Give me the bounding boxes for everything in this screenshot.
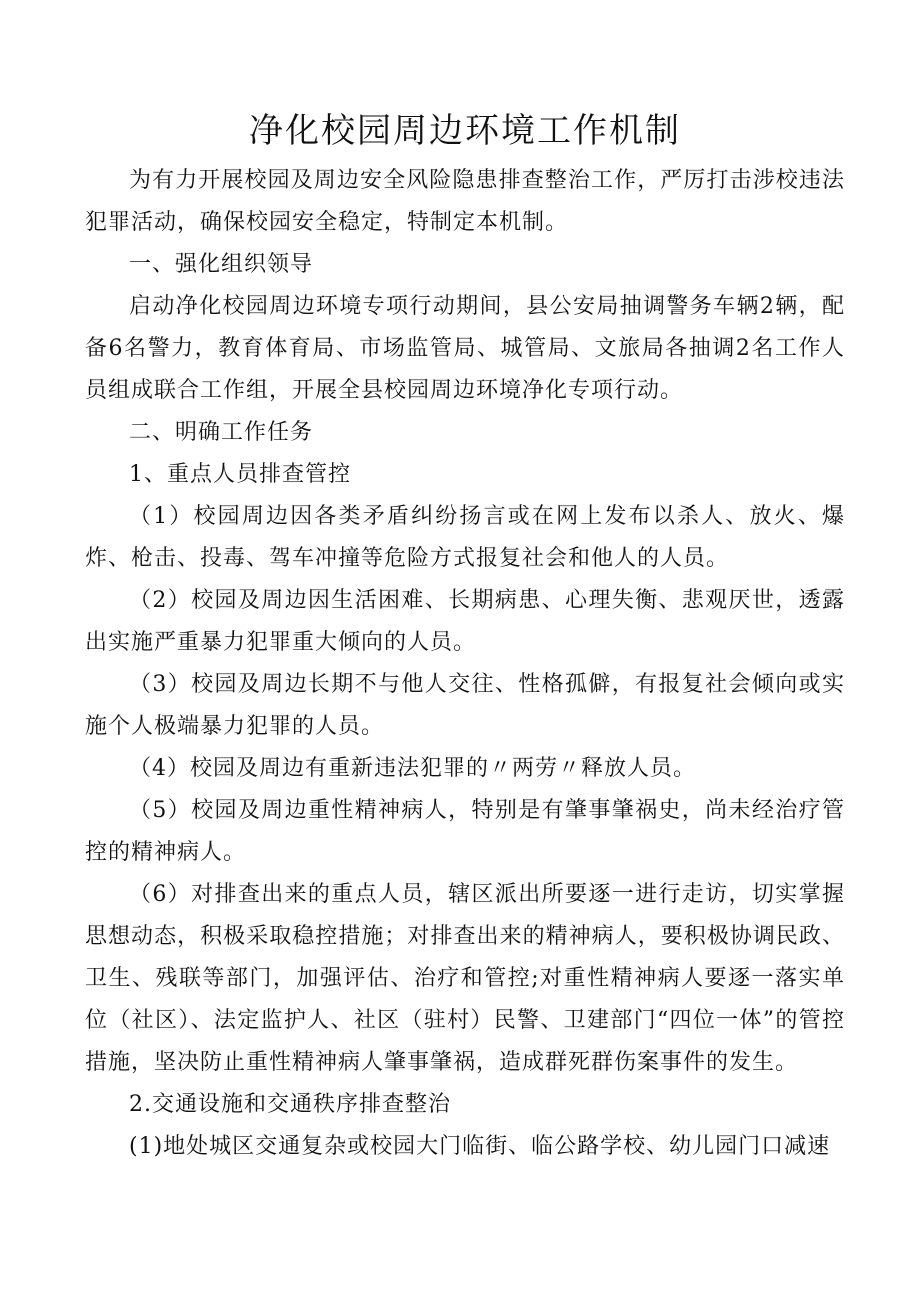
subsection-2-heading: 2.交通设施和交通秩序排查整治: [129, 1092, 451, 1117]
section-2-heading: 二、明确工作任务: [129, 420, 314, 445]
document-title: 净化校园周边环境工作机制: [249, 111, 681, 151]
subsection-1-item-1: （1）校园周边因各类矛盾纠纷扬言或在网上发布以杀人、放火、爆炸、枪击、投毒、驾车冲撞等危险方式报复社会和他人的人员。: [85, 504, 845, 571]
document-page: [85, 108, 845, 1168]
subsection-1-item-4: （4）校园及周边有重新违法犯罪的〃两劳〃释放人员。: [129, 756, 696, 781]
subsection-1-item-2: （2）校园及周边因生活困难、长期病患、心理失衡、悲观厌世，透露出实施严重暴力犯罪重大倾向的人员。: [85, 588, 845, 655]
subsection-2-item-1: (1)地处城区交通复杂或校园大门临街、临公路学校、幼儿园门口减速: [129, 1134, 831, 1159]
subsection-1-heading: 1、重点人员排查管控: [129, 462, 351, 487]
subsection-1-item-5: （5）校园及周边重性精神病人，特别是有肇事肇祸史，尚未经治疗管控的精神病人。: [85, 798, 845, 865]
intro-paragraph: 为有力开展校园及周边安全风险隐患排查整治工作，严厉打击涉校违法犯罪活动，确保校园安全稳定，特制定本机制。: [85, 168, 845, 235]
section-1-body: 启动净化校园周边环境专项行动期间，县公安局抽调警务车辆2辆，配备6名警力，教育体育局、市场监管局、城管局、文旅局各抽调2名工作人员组成联合工作组，开展全县校园周边环境净化专项行动。: [85, 294, 845, 403]
section-1-heading: 一、强化组织领导: [129, 252, 314, 277]
subsection-1-item-6: （6）对排查出来的重点人员，辖区派出所要逐一进行走访，切实掌握思想动态，积极采取稳控措施；对排查出来的精神病人，要积极协调民政、卫生、残联等部门，加强评估、治疗和管控;对重性精神病人要逐一落实单位（社区）、法定监护人、社区（驻村）民警、卫建部门“四位一体”的管控措施，坚决防止重性精神病人肇事肇祸，造成群死群伤案事件的发生。: [85, 882, 845, 1075]
subsection-1-item-3: （3）校园及周边长期不与他人交往、性格孤僻，有报复社会倾向或实施个人极端暴力犯罪的人员。: [85, 672, 845, 739]
